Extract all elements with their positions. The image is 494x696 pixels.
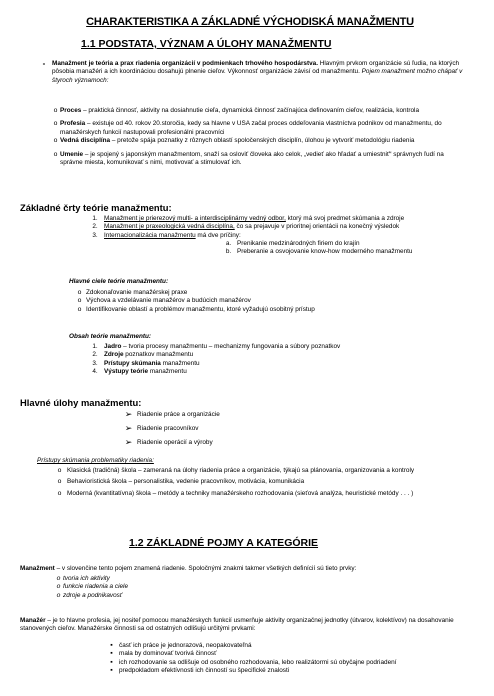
goal-text: Identifikovanie oblastí a problémov manažmentu, ktoré vyžadujú osobitný prístup — [86, 305, 315, 313]
list-item — [104, 642, 484, 650]
circle-bullet-icon — [51, 120, 60, 128]
list-number: 2. — [92, 351, 98, 359]
circle-bullet-icon — [54, 592, 63, 600]
list-item — [54, 592, 354, 600]
feature-text: predpokladom efektívnosti ich činností su špecifické znalosti — [119, 667, 290, 675]
meaning-text: – praktická činnosť, aktivity na dosiahnutie cieľa, dynamická činnosť začínajúca definovaním cieľov, realizácia, kontrola — [81, 107, 420, 114]
circle-bullet-icon — [52, 467, 67, 475]
manazment-paragraph — [20, 565, 480, 573]
list-item — [120, 408, 420, 422]
arrow-bullet-icon — [120, 422, 137, 436]
elements-list — [54, 575, 354, 600]
content-heading: Obsah teórie manažmentu: — [69, 333, 152, 340]
list-item — [52, 467, 472, 475]
content-text: manažmentu — [148, 368, 187, 376]
manazer-term: Manažér — [20, 617, 46, 624]
list-item — [52, 478, 472, 486]
list-item — [86, 215, 476, 223]
circle-bullet-icon — [51, 151, 60, 159]
trait-underlined: Internacionalizácia manažmentu — [104, 231, 196, 239]
list-item — [86, 223, 476, 231]
circle-bullet-icon — [51, 107, 60, 115]
arrow-bullet-icon — [120, 436, 137, 450]
content-term: Prístupy skúmania — [104, 359, 161, 367]
list-item — [51, 107, 465, 115]
content-term: Výstupy teórie — [104, 368, 149, 376]
document-title: CHARAKTERISTIKA A ZÁKLADNÉ VÝCHODISKÁ MANAŽMENTU — [86, 16, 414, 28]
sublist-text: Prenikanie medzinárodných firiem do krajín — [237, 240, 360, 247]
meaning-text: – pretože spája poznatky z rôznych oblastí spoločenských disciplín, úlohou je vytvoriť metodológiu riadenia — [110, 137, 415, 145]
goals-list — [73, 289, 463, 314]
traits-sublist — [220, 240, 470, 257]
element-text: funkcie riadenia a ciele — [63, 583, 129, 591]
circle-bullet-icon — [73, 289, 86, 297]
square-bullet-icon — [104, 659, 119, 667]
goal-text: Zdokonaľovanie manažérskej praxe — [86, 289, 188, 296]
circle-bullet-icon — [54, 583, 63, 591]
meaning-term: Proces — [60, 107, 82, 114]
list-item — [54, 583, 354, 591]
list-item — [51, 151, 465, 168]
list-item — [52, 490, 472, 498]
meaning-text: – je spojený s japonským manažmentom, snaží sa osloviť človeka ako celok, „vedieť ako hľadať a umiestniť“ správnych ľudí na správne miesta, komunikovať s nimi, motivovať a stimulovať ich. — [60, 150, 444, 167]
content-term: Jadro — [104, 343, 122, 350]
list-item — [120, 436, 420, 450]
task-text: Riadenie práce a organizácie — [137, 411, 220, 418]
element-text: zdroje a podnikavosť — [63, 591, 123, 599]
meaning-term: Profesia — [60, 120, 86, 128]
approach-text: Klasická (tradičná) škola – zameraná na úlohy riadenia práce a organizácie, týkajú sa plánovania, organizovania a kontroly — [67, 467, 415, 474]
list-item — [73, 297, 463, 305]
manazer-paragraph — [20, 617, 478, 634]
list-number: 2. — [92, 223, 98, 231]
list-item — [86, 343, 476, 351]
circle-bullet-icon — [73, 297, 86, 305]
list-item — [86, 232, 476, 240]
list-number: 1. — [92, 215, 98, 222]
manazment-term: Manažment — [20, 565, 55, 572]
section-heading-1-1: 1.1 PODSTATA, VÝZNAM A ÚLOHY MANAŽMENTU — [81, 38, 332, 50]
approach-text: Moderná (kvantitatívna) škola – metódy a techniky manažérskeho rozhodovania (sieťová analýza, heuristické metódy . . . ) — [67, 489, 414, 497]
list-number: 3. — [92, 359, 98, 367]
content-text: – tvoria procesy manažmentu – mechanizmy fungovania a súbory poznatkov — [121, 343, 341, 350]
feature-text: časť ich práce je jednorazová, neopakovateľná — [119, 642, 252, 649]
list-letter: b. — [225, 248, 232, 256]
square-bullet-icon — [104, 650, 119, 658]
circle-bullet-icon — [73, 306, 86, 314]
trait-text: ktorý má svoj predmet skúmania a zdroje — [285, 215, 405, 222]
dash-bullet-icon — [36, 60, 52, 69]
content-text: poznatkov manažmentu — [123, 351, 194, 359]
arrow-bullet-icon — [120, 408, 137, 422]
tasks-list — [120, 408, 420, 450]
trait-text: má dve príčiny: — [195, 231, 241, 239]
list-item — [86, 360, 476, 368]
circle-bullet-icon — [51, 137, 60, 145]
traits-list — [86, 215, 476, 240]
manazment-text: – v slovenčine tento pojem znamená riadenie. Spoločnými znakmi takmer všetkých definícií sú tieto prvky: — [54, 565, 357, 572]
content-text: manažmentu — [160, 359, 200, 367]
trait-underlined: Manažment je praxeologická vedná disciplína, — [104, 223, 235, 231]
goals-heading: Hlavné ciele teórie manažmentu: — [69, 278, 169, 285]
list-item — [73, 306, 463, 314]
list-item — [51, 137, 465, 145]
list-number: 1. — [92, 343, 98, 350]
list-letter: a. — [225, 240, 232, 247]
trait-underlined: Manažment je prierezový multi- a interdisciplinárny vedný odbor, — [104, 215, 286, 222]
circle-bullet-icon — [54, 575, 63, 583]
manazer-text: – je to hlavne profesia, jej nositeľ pomocou manažérskych funkcií usmerňuje aktivity organizačnej jednotky (útvarov, kolektívov) na dosahovanie stanovených cieľov. Manažérske činnosti sa od ostatných odlišujú určitými prvkami: — [20, 617, 454, 633]
content-term: Zdroje — [104, 351, 124, 359]
list-item — [220, 248, 470, 256]
features-list — [104, 642, 484, 676]
feature-text: mala by dominovať tvorivá činnosť — [119, 650, 217, 658]
list-item — [86, 368, 476, 376]
element-text: tvoria ich aktivity — [63, 575, 110, 582]
intro-paragraph — [36, 60, 466, 85]
meaning-text: – existuje od 40. rokov 20.storočia, kedy sa hlavne v USA začal proces oddeľovania vlastníctva podnikov od manažmentu, do manažérskych funkcií nastupovali profesionálni pracovníci — [60, 120, 442, 136]
sublist-text: Preberanie a osvojovanie know-how moderného manažmentu — [237, 248, 413, 256]
intro-text: Hlavným prvkom organizácie sú ľudia, na ktorých pôsobia manažéri a ich koordináciou dosahujú plnenie cieľov. Výkonnosť organizácie závisí od manažmentu. — [52, 60, 460, 76]
circle-bullet-icon — [52, 490, 67, 498]
meaning-term: Vedná disciplína — [60, 137, 111, 145]
list-item — [104, 667, 484, 675]
meanings-list — [51, 107, 465, 167]
intro-definition: Manažment je teória a prax riadenia organizácií v podmienkach trhového hospodárstva. — [52, 60, 318, 67]
list-item — [51, 120, 465, 137]
task-text: Riadenie pracovníkov — [137, 425, 199, 432]
list-item — [104, 659, 484, 667]
task-text: Riadenie operácií a výroby — [137, 439, 213, 446]
list-item — [104, 650, 484, 658]
approaches-heading: Prístupy skúmania problematiky riadenia: — [37, 457, 154, 464]
circle-bullet-icon — [52, 478, 67, 486]
tasks-heading: Hlavné úlohy manažmentu: — [20, 397, 142, 408]
intro-meanings-lead: Pojem manažment možno chápať v štyroch významoch: — [52, 68, 463, 84]
list-item — [86, 351, 476, 359]
list-item — [54, 575, 354, 583]
feature-text: ich rozhodovanie sa odlišuje od osobného rozhodovania, lebo realizátormi sú obyčajne podriadení — [119, 658, 397, 666]
list-item — [120, 422, 420, 436]
meaning-term: Umenie — [60, 150, 84, 158]
square-bullet-icon — [104, 667, 119, 675]
list-number: 3. — [92, 231, 98, 239]
square-bullet-icon — [104, 642, 119, 650]
approaches-list — [52, 467, 472, 498]
content-list — [86, 343, 476, 377]
section-heading-1-2: 1.2 ZÁKLADNÉ POJMY A KATEGÓRIE — [129, 537, 319, 549]
trait-text: čo sa prejavuje v prioritnej orientácii na konečný výsledok — [234, 223, 400, 231]
goal-text: Výchova a vzdelávanie manažérov a budúcich manažérov — [86, 297, 251, 305]
approach-text: Behavioristická škola – personalistika, vedenie pracovníkov, motivácia, komunikácia — [67, 478, 305, 486]
list-number: 4. — [92, 368, 98, 376]
list-item — [220, 240, 470, 248]
traits-heading: Základné črty teórie manažmentu: — [20, 202, 172, 213]
list-item — [73, 289, 463, 297]
